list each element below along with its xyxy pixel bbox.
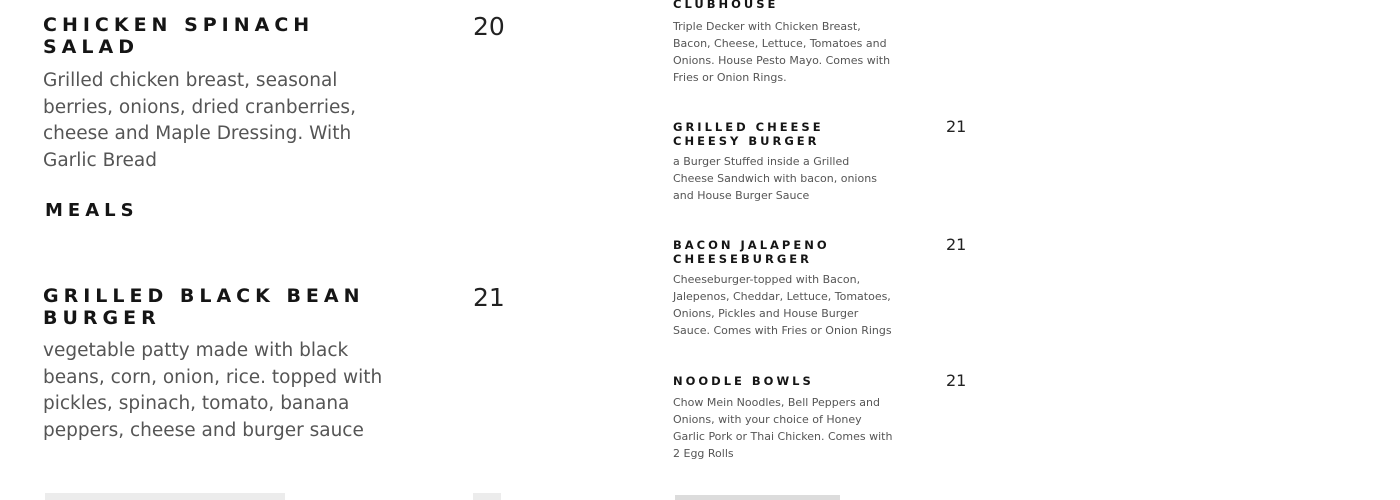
menu-item-title-clubhouse: CLUBHOUSE	[673, 0, 779, 11]
menu-item-price-grilled-black-bean-burger: 21	[473, 283, 505, 312]
menu-item-description-grilled-black-bean-burger: vegetable patty made with black beans, corn, onion, rice. topped with pickles, spinach, tomato, banana peppers, cheese and burger sauce	[43, 340, 383, 441]
menu-item-price-chicken-spinach-salad: 20	[473, 12, 505, 41]
menu-item-title-noodle-bowls: NOODLE BOWLS	[673, 374, 814, 388]
menu-item-title-grilled-cheese-cheesy-burger: GRILLED CHEESE CHEESY BURGER	[673, 120, 824, 148]
menu-item-price-cutoff	[473, 493, 501, 500]
menu-item-description-chicken-spinach-salad: Grilled chicken breast, seasonal berries, onions, dried cranberries, cheese and Maple Dressing. With Garlic Bread	[43, 70, 356, 171]
menu-item-description-bacon-jalapeno-cheeseburger: Cheeseburger-topped with Bacon, Jalepenos, Cheddar, Lettuce, Tomatoes, Onions, Pickles and House Burger Sauce. Comes with Fries or Onion Rings	[673, 273, 892, 337]
menu-item-title-cutoff	[45, 493, 285, 500]
menu-item-title-grilled-black-bean-burger: GRILLED BLACK BEAN BURGER	[43, 285, 365, 329]
menu-item-price-bacon-jalapeno-cheeseburger: 21	[946, 235, 967, 254]
menu-item-description-clubhouse: Triple Decker with Chicken Breast, Bacon, Cheese, Lettuce, Tomatoes and Onions. House Pesto Mayo. Comes with Fries or Onion Rings.	[673, 20, 891, 84]
menu-item-price-grilled-cheese-cheesy-burger: 21	[946, 117, 967, 136]
menu-item-price-noodle-bowls: 21	[946, 371, 967, 390]
menu-item-description-grilled-cheese-cheesy-burger: a Burger Stuffed inside a Grilled Cheese Sandwich with bacon, onions and House Burger Sauce	[673, 155, 877, 202]
menu-item-title-cutoff-right	[675, 495, 840, 500]
menu-item-title-bacon-jalapeno-cheeseburger: BACON JALAPENO CHEESEBURGER	[673, 238, 830, 266]
section-heading-meals: MEALS	[45, 200, 139, 221]
menu-item-title-chicken-spinach-salad: CHICKEN SPINACH SALAD	[43, 14, 315, 58]
menu-item-description-noodle-bowls: Chow Mein Noodles, Bell Peppers and Onions, with your choice of Honey Garlic Pork or Thai Chicken. Comes with 2 Egg Rolls	[673, 396, 893, 460]
